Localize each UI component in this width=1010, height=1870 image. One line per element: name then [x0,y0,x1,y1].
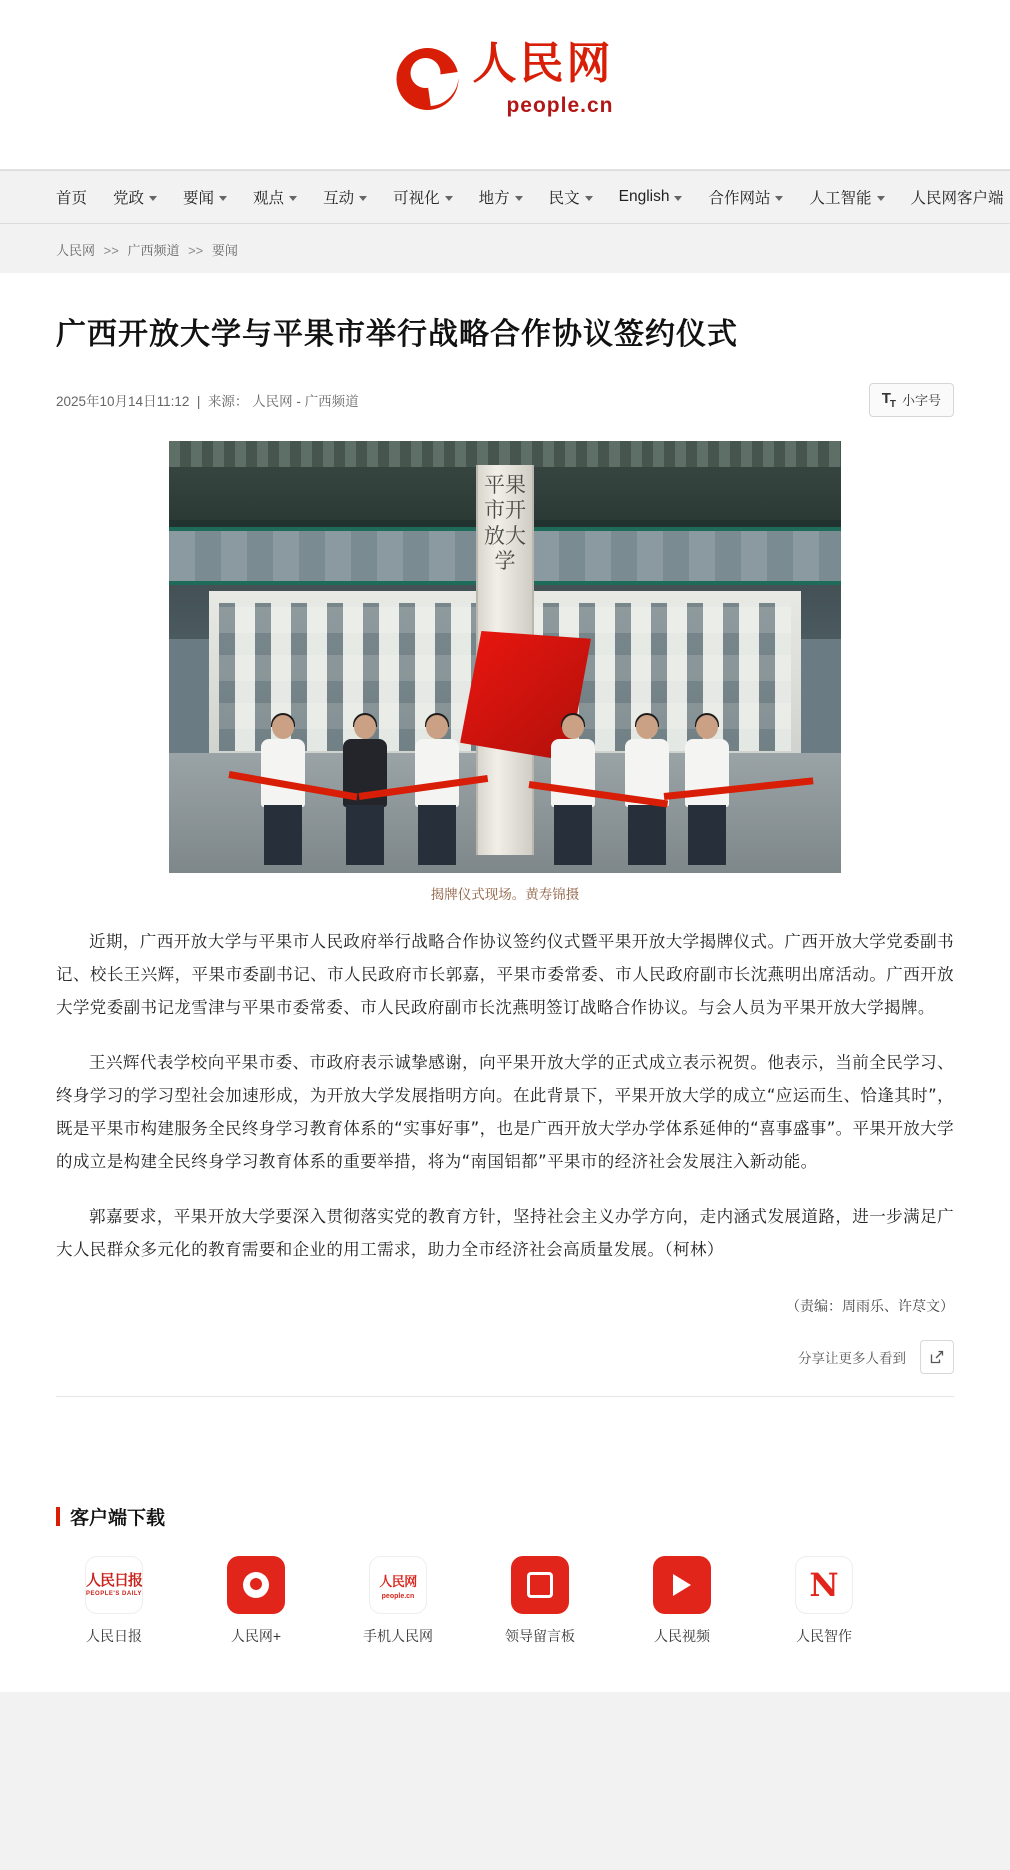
peoples-daily-icon [85,1556,143,1614]
nav-item-difang[interactable] [466,170,536,224]
chevron-down-icon [359,196,367,201]
people-cn-logo-icon [397,48,459,110]
chevron-down-icon [445,196,453,201]
app-item-people-plus[interactable] [208,1556,304,1646]
chevron-down-icon [674,196,682,201]
font-size-button[interactable] [869,383,954,417]
nav-item-label: 合作网站 [708,190,771,207]
app-item-label: 人民网+ [230,1628,282,1644]
share-external-icon[interactable] [920,1340,954,1374]
main-nav [0,170,1010,224]
photo-person [621,715,673,865]
section-title-label: 客户端下载 [70,1508,166,1529]
section-divider [56,1396,954,1397]
nav-item-app[interactable] [898,170,1010,224]
nav-item-hudong[interactable] [310,170,380,224]
article-meta-left [56,390,359,410]
mobile-people-icon [369,1556,427,1614]
nav-item-label: English [618,188,670,205]
nav-item-ai[interactable] [796,170,897,224]
app-item-message-board[interactable] [492,1556,588,1646]
article-meta [56,383,954,423]
app-download-section [0,1473,1010,1692]
app-grid [56,1556,954,1646]
app-icon-glyph: N [809,1566,839,1604]
nav-item-label: 地方 [478,190,510,207]
nav-item-home[interactable] [56,170,100,224]
app-item-label: 领导留言板 [505,1628,575,1644]
app-item-people-zhizuo[interactable] [776,1556,872,1646]
nav-item-guandian[interactable] [240,170,310,224]
app-icon-en: PEOPLE'S DAILY [86,1591,142,1598]
app-item-people-video[interactable] [634,1556,730,1646]
chevron-down-icon [515,196,523,201]
chevron-down-icon [289,196,297,201]
nav-item-label: 人工智能 [809,190,872,207]
nav-item-label: 观点 [253,190,285,207]
nav-item-partner-sites[interactable] [695,170,796,224]
publish-date: 2025年10月14日11:12 [56,393,190,409]
font-size-label: 小字号 [901,393,941,408]
logo-title-en: people.cn [506,94,614,117]
chevron-down-icon [149,196,157,201]
site-logo[interactable] [397,38,614,117]
nav-item-label: 可视化 [393,190,440,207]
site-header [0,0,1010,170]
breadcrumb-separator: >> [188,243,204,258]
app-item-peoples-daily[interactable] [66,1556,162,1646]
nav-item-minwen[interactable] [536,170,606,224]
logo-text [472,38,614,117]
nav-item-label: 党政 [113,190,145,207]
chevron-down-icon [585,196,593,201]
nav-item-label: 人民网客户端 [910,190,1004,207]
app-item-label: 人民视频 [654,1628,710,1644]
people-zhizuo-icon [795,1556,853,1614]
app-download-title [56,1503,954,1530]
chevron-down-icon [775,196,783,201]
app-icon-cn: 人民网 [379,1573,417,1589]
editor-credit: （责编：周雨乐、许荩文） [786,1297,954,1314]
nav-item-label: 民文 [548,190,580,207]
article-figure [56,441,954,903]
app-item-label: 人民智作 [796,1628,852,1644]
article-photo [169,441,841,873]
chevron-down-icon [877,196,885,201]
figure-caption: 揭牌仪式现场。黄寿锦摄 [430,886,580,902]
logo-title-cn: 人民网 [472,38,614,89]
title-accent-bar [56,1507,60,1526]
nav-item-label: 首页 [56,190,88,207]
nav-item-keshihua[interactable] [380,170,466,224]
nav-item-label: 要闻 [183,190,215,207]
photo-pillar-text: 平果市开放大学 [484,472,526,574]
breadcrumb-item-0[interactable]: 人民网 [56,243,96,258]
chevron-down-icon [219,196,227,201]
nav-item-dangzheng[interactable] [100,170,170,224]
source-label: 来源： [207,393,249,409]
article-paragraph: 王兴辉代表学校向平果市委、市政府表示诚挚感谢，向平果开放大学的正式成立表示祝贺。他表示，当前全民学习、终身学习的学习型社会加速形成，为开放大学发展指明方向。在此背景下，平果开放大学的成立“应运而生、恰逢其时”，既是平果市构建服务全民终身学习教育体系的“实事好事”，也是广西开放大学办学体系延伸的“喜事盛事”。平果开放大学的成立是构建全民终身学习教育体系的重要举措，将为“南国铝都”平果市的经济社会发展注入新动能。 [56,1052,954,1171]
breadcrumb-separator: >> [103,243,119,258]
article-paragraph: 郭嘉要求，平果开放大学要深入贯彻落实党的教育方针，坚持社会主义办学方向，走内涵式发展道路，进一步满足广大人民群众多元化的教育需要和企业的用工需求，助力全市经济社会高质量发展。（柯林） [56,1206,954,1259]
app-item-label: 人民日报 [86,1628,142,1644]
message-board-icon [511,1556,569,1614]
people-video-icon [653,1556,711,1614]
article-body [56,925,954,1266]
breadcrumb-item-1[interactable]: 广西频道 [127,243,180,258]
breadcrumb-item-2[interactable]: 要闻 [211,243,238,258]
breadcrumb [0,224,1010,273]
meta-divider: | [193,393,205,409]
nav-item-label: 互动 [323,190,355,207]
article-paragraph: 近期，广西开放大学与平果市人民政府举行战略合作协议签约仪式暨平果开放大学揭牌仪式。广西开放大学党委副书记、校长王兴辉，平果市委副书记、市人民政府市长郭嘉，平果市委常委、市人民政府副市长沈燕明出席活动。广西开放大学党委副书记龙雪津与平果市委常委、市人民政府副市长沈燕明签订战略合作协议。与会人员为平果开放大学揭牌。 [56,931,954,1017]
share-row [56,1340,954,1396]
app-item-mobile-people[interactable] [350,1556,446,1646]
share-label: 分享让更多人看到 [798,1350,906,1366]
app-item-label: 手机人民网 [363,1628,433,1644]
source-name[interactable]: 人民网 - 广西频道 [252,393,359,409]
text-size-icon: $T_T$ [881,389,895,410]
app-icon-cn: 人民日报 [86,1570,143,1589]
page-title: 广西开放大学与平果市举行战略合作协议签约仪式 [56,317,738,352]
article-container [0,273,1010,1473]
nav-item-yaowen[interactable] [170,170,240,224]
nav-item-english[interactable] [606,170,696,224]
people-plus-icon [227,1556,285,1614]
app-icon-en: people.cn [381,1592,415,1600]
